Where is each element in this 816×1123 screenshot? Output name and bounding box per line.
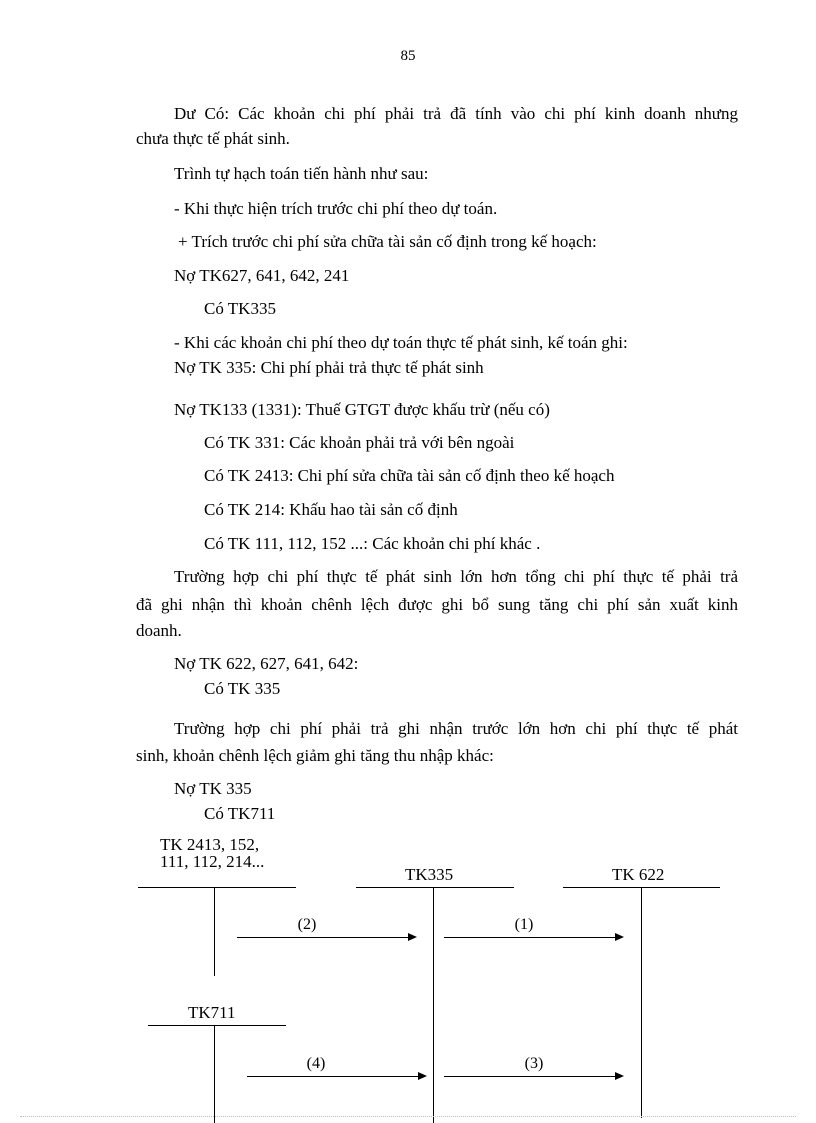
t-account-stem-c xyxy=(641,888,642,1118)
text-line: Có TK711 xyxy=(204,804,276,823)
account-label-622: TK 622 xyxy=(612,865,665,884)
text-line: Nợ TK 622, 627, 641, 642: xyxy=(174,654,359,673)
text-line: Có TK 335 xyxy=(204,679,281,698)
account-label-2413: TK 2413, 152, xyxy=(160,835,260,854)
text-line: Trình tự hạch toán tiến hành như sau: xyxy=(174,164,429,183)
arrow-2 xyxy=(237,937,415,938)
t-account-stem-b xyxy=(433,888,434,1123)
text-line: Dư Có: Các khoản chi phí phải trả đã tính vào chi phí kinh doanh nhưng xyxy=(174,104,738,123)
t-account-stem-a xyxy=(214,888,215,976)
t-account-stem-d xyxy=(214,1026,215,1123)
text-line: Có TK335 xyxy=(204,299,276,318)
arrow-label-3: (3) xyxy=(524,1055,544,1072)
t-account-top-d xyxy=(148,1025,286,1026)
text-line: Nợ TK133 (1331): Thuế GTGT được khấu trừ (nếu có) xyxy=(174,400,550,419)
text-line: - Khi thực hiện trích trước chi phí theo dự toán. xyxy=(174,199,498,218)
arrow-3 xyxy=(444,1076,622,1077)
page-number: 85 xyxy=(400,48,416,64)
text-line: Có TK 214: Khấu hao tài sản cố định xyxy=(204,500,458,519)
account-label-2413-cont: 111, 112, 214... xyxy=(160,852,265,871)
text-line: chưa thực tế phát sinh. xyxy=(136,129,290,148)
text-line: đã ghi nhận thì khoản chênh lệch được ghi bổ sung tăng chi phí sản xuất kinh xyxy=(136,595,738,614)
arrow-label-1: (1) xyxy=(514,916,534,933)
t-account-top-a xyxy=(138,887,296,888)
text-line: + Trích trước chi phí sửa chữa tài sản cố định trong kế hoạch: xyxy=(178,232,597,251)
text-line: Có TK 331: Các khoản phải trả với bên ngoài xyxy=(204,433,515,452)
account-label-711: TK711 xyxy=(188,1003,236,1022)
text-line: Có TK 2413: Chi phí sửa chữa tài sản cố định theo kế hoạch xyxy=(204,466,615,485)
arrow-1 xyxy=(444,937,622,938)
arrow-4 xyxy=(247,1076,425,1077)
account-label-335: TK335 xyxy=(405,865,454,884)
text-line: Có TK 111, 112, 152 ...: Các khoản chi phí khác . xyxy=(204,534,541,553)
text-line: Nợ TK 335 xyxy=(174,779,252,798)
text-line: Trường hợp chi phí phải trả ghi nhận trước lớn hơn chi phí thực tế phát xyxy=(174,719,738,738)
text-line: Trường hợp chi phí thực tế phát sinh lớn hơn tổng chi phí thực tế phải trả xyxy=(174,567,738,586)
t-account-top-b xyxy=(356,887,514,888)
text-line: - Khi các khoản chi phí theo dự toán thực tế phát sinh, kế toán ghi: xyxy=(174,333,628,352)
arrow-label-2: (2) xyxy=(297,916,317,933)
text-line: Nợ TK627, 641, 642, 241 xyxy=(174,266,350,285)
text-line: doanh. xyxy=(136,621,182,640)
text-line: sinh, khoản chênh lệch giảm ghi tăng thu nhập khác: xyxy=(136,746,494,765)
text-line: Nợ TK 335: Chi phí phải trả thực tế phát sinh xyxy=(174,358,484,377)
arrow-label-4: (4) xyxy=(306,1055,326,1072)
page-bottom-border xyxy=(20,1116,796,1117)
